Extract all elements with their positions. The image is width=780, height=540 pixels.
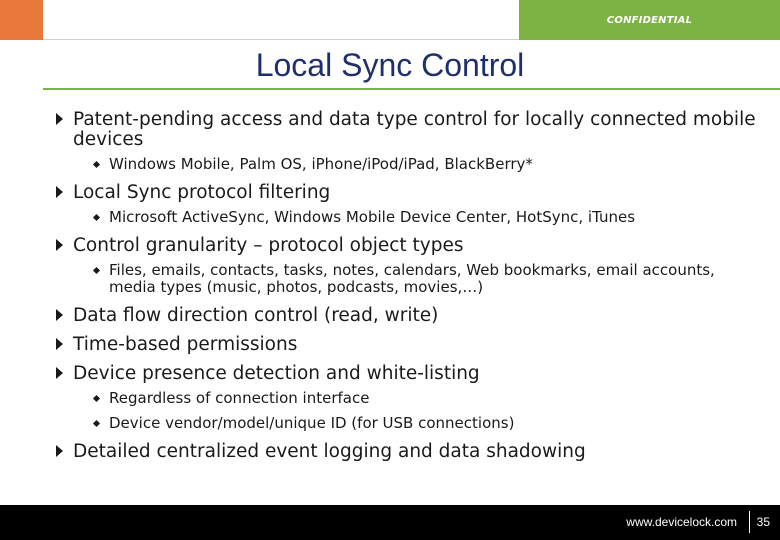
bullet-text: Patent-pending access and data type control for locally connected mobile devices — [73, 109, 756, 150]
confidential-label: CONFIDENTIAL — [606, 14, 693, 26]
sub-bullet-text: Files, emails, contacts, tasks, notes, calendars, Web bookmarks, email accounts, media types (music, photos, podcasts, movies,…) — [109, 261, 715, 296]
bullet-item — [56, 335, 756, 355]
arrow-bullet-icon — [56, 445, 63, 457]
bullet-list — [56, 110, 756, 472]
diamond-bullet-icon — [93, 161, 100, 168]
arrow-bullet-icon — [56, 239, 63, 251]
diamond-bullet-icon — [93, 214, 100, 221]
arrow-bullet-icon — [56, 113, 63, 125]
bullet-text: Detailed centralized event logging and data shadowing — [73, 441, 586, 462]
brand-orange-block — [0, 0, 43, 40]
arrow-bullet-icon — [56, 186, 63, 198]
arrow-bullet-icon — [56, 309, 63, 321]
sub-bullet-list — [73, 390, 756, 432]
diamond-bullet-icon — [93, 420, 100, 427]
bullet-text: Local Sync protocol filtering — [73, 182, 331, 203]
sub-bullet-item — [93, 156, 756, 173]
arrow-bullet-icon — [56, 338, 63, 350]
sub-bullet-item — [93, 209, 756, 226]
bullet-text: Data flow direction control (read, write) — [73, 305, 439, 326]
bullet-item — [56, 306, 756, 326]
sub-bullet-list — [73, 209, 756, 226]
bullet-text: Time-based permissions — [73, 334, 298, 355]
footer-website-link[interactable]: www.devicelock.com — [626, 515, 737, 529]
title-underline — [43, 88, 780, 90]
bullet-item — [56, 442, 756, 462]
sub-bullet-item — [93, 390, 756, 407]
sub-bullet-item — [93, 415, 756, 432]
page-number: 35 — [756, 515, 770, 529]
bullet-text: Device presence detection and white-listing — [73, 363, 480, 384]
bullet-item — [56, 236, 756, 296]
sub-bullet-list — [73, 156, 756, 173]
footer-divider — [749, 511, 750, 533]
sub-bullet-text: Regardless of connection interface — [109, 389, 370, 407]
bullet-text: Control granularity – protocol object types — [73, 235, 464, 256]
header-divider — [43, 39, 519, 40]
arrow-bullet-icon — [56, 367, 63, 379]
diamond-bullet-icon — [93, 395, 100, 402]
slide-title: Local Sync Control — [255, 47, 525, 83]
footer-bar — [0, 505, 780, 540]
bullet-item — [56, 183, 756, 226]
confidential-banner — [519, 0, 780, 40]
sub-bullet-list — [73, 262, 756, 296]
diamond-bullet-icon — [93, 267, 100, 274]
sub-bullet-text: Device vendor/model/unique ID (for USB connections) — [109, 414, 515, 432]
bullet-item — [56, 110, 756, 173]
bullet-item — [56, 364, 756, 432]
sub-bullet-text: Windows Mobile, Palm OS, iPhone/iPod/iPad, BlackBerry* — [109, 155, 533, 173]
sub-bullet-item — [93, 262, 756, 296]
sub-bullet-text: Microsoft ActiveSync, Windows Mobile Device Center, HotSync, iTunes — [109, 208, 636, 226]
